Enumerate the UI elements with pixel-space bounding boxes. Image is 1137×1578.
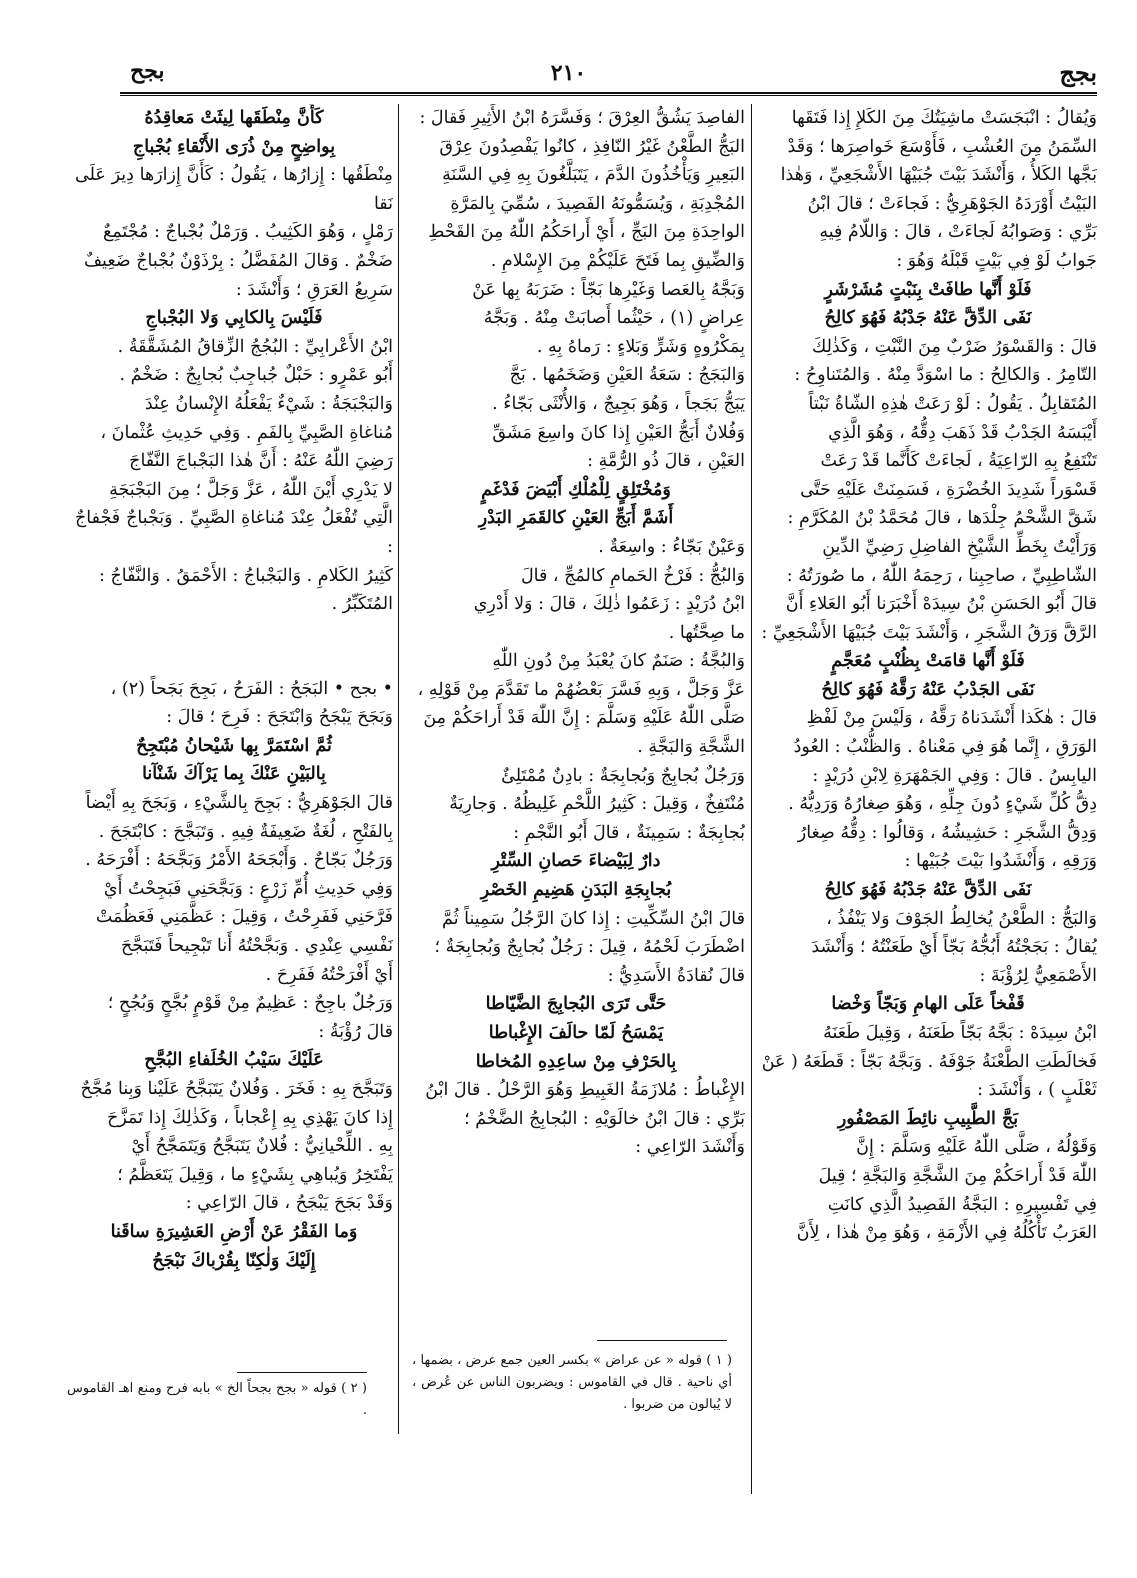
text-line: أَبُو عَمْرٍو : حَبْلٌ جُباجِبٌ بُجابِجٌ : ضَخْمٌ .: [119, 365, 393, 386]
text-line: وَالبُجُّ : فَرْخُ الحَمامِ كالمُجِّ ، قالَ: [520, 565, 745, 586]
text-line: الأَصْمَعِيُّ لِرُؤْبَةَ :: [979, 965, 1097, 986]
verse-line: نَفَى الجَدْبُ عَنْهُ رَقَّهُ فَهُوَ كالِحُ: [821, 679, 1035, 700]
text-line: وَرَقِهِ ، وَأَنْشَدُوا بَيْتَ جُبَيْها :: [904, 851, 1097, 872]
text-line: سَرِيعُ العَرَقِ ؛ وَأَنْشَدَ :: [235, 279, 393, 300]
text-line: بَجَّها الكَلأُ ، وَأَنْشَدَ بَيْتَ جُبَيْهَا الأَشْجَعِيِّ ، وَهٰذا: [780, 165, 1097, 186]
text-line: فِي تَفْسِيرِهِ : البَجَّةُ الفَصِيدُ الَّذِي كانَتِ: [827, 1194, 1097, 1215]
header-left-word: بجح: [130, 58, 165, 84]
text-line: يُقالُ : بَجَجْتُهُ أَبُجُّهُ بَجّاً أَيْ طَعَنْتُهُ ؛ وَأَنْشَدَ: [811, 937, 1097, 958]
text-line: وَرَأَيْتُ بِخَطِّ الشَّيْخِ الفاضِلِ رَضِيِّ الدِّينِ: [822, 536, 1097, 557]
verse-line: دارٌ لِبَيْضاءَ حَصانِ السِّتْرِ: [491, 851, 661, 872]
text-line: المُتَقابِلُ . يَقُولُ : لَوْ رَعَتْ هٰذِهِ الشّاةُ نَبْتاً: [808, 393, 1097, 414]
text-line: وَيُقالُ : انْبَجَسَتْ ماشِيَتُكَ مِنَ الكَلإِ إِذا فَتَقَها: [791, 108, 1097, 128]
text-line: وَتَبَجَّحَ بِهِ : فَخَرَ . وَفُلانٌ يَتَبَجَّحُ عَلَيْنا وَبِنا مُجَّحٌ: [80, 1079, 393, 1099]
text-line: العَيْنِ ، قالَ ذُو الرُّمَّةِ :: [587, 451, 745, 472]
entry-gap: [75, 635, 393, 659]
text-line: الواحِدَةِ مِنَ البَجِّ ، أَيْ أَراحَكُمُ اللّٰهُ مِنَ القَحْطِ: [428, 222, 745, 243]
text-line: المُجْدِبَةِ ، وَيُسَمُّونَهُ الفَصِيدَ ، سُمِّيَ بِالمَرَّةِ: [450, 193, 745, 214]
verse-line: فَلَيْسَ بِالكابِي وَلا البُجْباجِ: [145, 308, 323, 329]
verse-line: إِلَيْكَ وَلٰكِنّا بِقُرْباكَ نَبْجَحُ: [152, 1250, 316, 1271]
text-line: وَقَدْ بَجَحَ يَبْجَحُ ، قالَ الرّاعِي :: [185, 1193, 393, 1214]
text-line: وَرَجُلٌ بَجّاحٌ . وَأَبْجَحَهُ الأَمْرُ وَبَجَّحَهُ : أَفْرَحَهُ .: [85, 850, 393, 871]
text-line: • بجح • البَجَحُ : الفَرَحُ ، بَجِحَ بَجَحاً (٢) ،: [110, 678, 393, 699]
text-line: قالَ : وَالقَسْوَرُ ضَرْبٌ مِنَ النَّبْتِ ، وَكَذٰلِكَ: [811, 336, 1097, 357]
text-line: أَيْبَسَهُ الجَدْبُ قَدْ ذَهَبَ دِقُّهُ ، وَهُوَ الَّذِي: [828, 422, 1097, 443]
text-line: بُجابِجَةٌ : سَمِينَةٌ ، قالَ أَبُو النَّجْمِ :: [513, 822, 745, 843]
text-line: ابْنُ الأَعْرابِيِّ : البُجُجُ الزِّقاقُ المُشَقَّقَةُ .: [117, 336, 393, 357]
text-line: قالَ أَبُو الحَسَنِ بْنُ سِيدَهْ أَخْبَرَنا أَبُو العَلاءِ أَنَّ: [785, 594, 1097, 615]
text-line: جَوابُ لَوْ فِي بَيْتٍ قَبْلَهُ وَهُوَ :: [896, 250, 1097, 271]
text-line: وَرَجُلٌ بُجابِجٌ وَبُجابِجَةٌ : بادِنٌ مُمْتَلِئٌ: [501, 765, 745, 786]
text-line: وَعَيْنٌ بَجّاءُ : واسِعَةٌ .: [598, 536, 745, 557]
text-line: شَقَّ الشَّحْمُ جِلْدَها ، قالَ مُحَمَّدُ بْنُ المُكَرَّمِ :: [787, 508, 1097, 529]
text-line: يَفْتَخِرُ وَيُباهِي بِشَيْءٍ ما ، وَقِيلَ يَتَعَظَّمُ ؛: [117, 1164, 393, 1185]
text-line: وَبَجَحَ يَبْجَحُ وَابْتَجَحَ : فَرِحَ ؛ قالَ :: [166, 707, 393, 728]
text-line: عَزَّ وَجَلَّ ، وَبِهِ فَسَّرَ بَعْضُهُمْ ما تَقَدَّمَ مِنْ قَوْلِهِ ،: [417, 679, 745, 700]
verse-line: ثُمَّ اسْتَمَرَّ بِها شَيْحانُ مُبْتَجِحٌ: [136, 735, 332, 756]
text-line: فَخالَطَتِ الطَّعْنَةُ جَوْفَهُ . وَبَجَّهُ بَجّاً : قَطَعَهُ ( عَنْ: [761, 1051, 1097, 1072]
text-line: وَالضِّيقِ بِما فَتَحَ عَلَيْكُمْ مِنَ الإِسْلامِ .: [490, 250, 745, 271]
text-line: الشَّجَّةِ وَالبَجَّةِ .: [637, 737, 745, 758]
text-line: نَفْسِي عِنْدِي . وَبَجَّحْتُهُ أَنا تَبْجِيحاً فَتَبَجَّحَ: [121, 936, 393, 957]
text-line: وَدِقُّ الشَّجَرِ : حَشِيشُهُ ، وَقالُوا : دِقُّهُ صِغارُ: [797, 822, 1097, 843]
verse-line: وَمُخْتَلِقٍ لِلْمُلْكِ أَبْيَضَ فَدْغَمٍ: [481, 479, 671, 500]
column-divider-right: [751, 104, 752, 1494]
text-line: مُنْتَفِخٌ ، وَقِيلَ : كَثِيرُ اللَّحْمِ غَلِيظُهُ . وَجارِيَةٌ: [449, 794, 745, 815]
text-line: أَيْ أَفْرَحْتُهُ فَفَرِحَ .: [265, 964, 393, 985]
text-line: ابْنُ دُرَيْدٍ : زَعَمُوا ذٰلِكَ ، قالَ : وَلا أَدْرِي: [473, 594, 745, 615]
text-line: الفاصِدَ يَشُقُّ العِرْقَ ؛ وَفَسَّرَهُ ابْنُ الأَثِيرِ فَقالَ :: [419, 108, 745, 128]
text-line: قالَ رُؤْبَةُ :: [318, 1021, 393, 1042]
text-line: البَيْتُ أَوْرَدَهُ الجَوْهَرِيُّ : فَجاءَتْ ؛ قالَ ابْنُ: [807, 193, 1097, 214]
text-line: بِمَكْرُوهٍ وَشَرٍّ وَبَلاءٍ : رَماهُ بِهِ .: [536, 336, 745, 357]
verse-line: قَفْخاً عَلَى الهامِ وَبَجّاً وَخْضا: [831, 994, 1025, 1015]
text-line: وَالبَجُّ : الطَّعْنُ يُخالِطُ الجَوْفَ وَلا يَنْفُذُ ،: [826, 908, 1097, 929]
footnote-rule-left: [237, 1372, 367, 1373]
verse-line: بِالحَرْفِ مِنْ ساعِدِهِ المُخاطا: [475, 1051, 677, 1072]
verse-line: بُجابِجَةِ البَدَنِ هَضِيمِ الخَصْرِ: [480, 880, 672, 901]
verse-line: بَجَّ الطَّبِيبِ نائِطَ المَصْفُورِ: [837, 1108, 1019, 1129]
text-line: الرَّقَّ وَرَقُ الشَّجَرِ ، وَأَنْشَدَ بَيْتَ جُبَيْهَا الأَشْجَعِيِّ :: [761, 622, 1097, 643]
footnote-rule-center: [597, 1340, 727, 1341]
text-line: كَثِيرُ الكَلامِ . وَالبَجْباجُ : الأَحْمَقُ . وَالنَّفّاجُ :: [98, 565, 393, 586]
text-line: البَجُّ الطَّعْنُ غَيْرُ النّافِذِ ، كانُوا يَفْصِدُونَ عِرْقَ: [439, 136, 745, 157]
text-line: الَّتِي تُفْعَلُ عِنْدَ مُناغاةِ الصَّبِيِّ . وَبَجْباجٌ فَجْفاجٌ :: [75, 508, 393, 557]
verse-line: بِالبَيْنِ عَنْكَ بِما يَرْآكَ شَنْآنا: [142, 764, 326, 785]
text-line: التّامِرُ . وَالكالِحُ : ما اسْوَدَّ مِنْهُ . وَالمُتَناوِحُ :: [794, 365, 1097, 386]
verse-line: أَشَمَّ أَبَجِّ العَيْنِ كالقَمَرِ البَدْرِ: [478, 508, 674, 529]
text-line: وَرَجُلٌ باجِحٌ : عَظِيمٌ مِنْ قَوْمٍ بُجَّحٍ وَبُجُحٍ ؛: [107, 993, 393, 1014]
text-line: رَضِيَ اللّٰهُ عَنْهُ : أَنَّ هٰذا البَجْباجَ النَّفّاجَ: [129, 451, 393, 472]
text-line: وَالبَجَجُ : سَعَةُ العَيْنِ وَضَخَمُها . بَجَّ: [509, 365, 745, 386]
text-line: العَرَبُ تَأْكُلُهُ فِي الأَزْمَةِ ، وَهُوَ مِنْ هٰذا ، لِأَنَّ: [796, 1223, 1097, 1244]
verse-line: فَلَوْ أَنَّها قامَتْ بِظُنْبٍ مُعَجَّمٍ: [831, 651, 1025, 672]
footnote-center: ( ١ ) قوله « عن عراض » بكسر العين جمع عرض ، بضمها ، أي ناحية . قال في القاموس : ويضربون الناس عن عُرض ، لا يُبالون من ضربوا .: [412, 1353, 732, 1412]
text-line: وَالبُجَّةُ : صَنَمٌ كانَ يُعْبَدُ مِنْ دُونِ اللّٰهِ: [492, 651, 745, 672]
text-line: عِراضٍ (١) ، حَيْثُما أَصابَتْ مِنْهُ . وَبَجَّهُ: [483, 308, 745, 329]
text-line: ضَخْمٌ . وَقالَ المُفَضَّلُ : بِرْذَوْنٌ بُجْباجٌ ضَعِيفٌ: [83, 250, 393, 271]
header-rule-thin: [120, 95, 1097, 96]
text-line: البَعِيرِ وَيَأْخُذُونَ الدَّمَ ، يَتَبَلَّغُونَ بِهِ فِي السَّنَةِ: [442, 165, 745, 186]
text-line: مِنْطَقُها : إِزارُها ، يَقُولُ : كَأَنَّ إِزارَها دِيرَ عَلَى نَقا: [75, 165, 393, 214]
text-line: وَقَوْلُهُ ، صَلَّى اللّٰهُ عَلَيْهِ وَسَلَّمَ : إِنَّ: [856, 1137, 1097, 1158]
text-line: قالَ : هٰكَذا أَنْشَدَناهُ رَقَّهُ ، وَلَيْسَ مِنْ لَفْظِ: [806, 708, 1097, 729]
text-line: اللّٰهَ قَدْ أَراحَكُمْ مِنَ الشَّجَّةِ وَالبَجَّةِ ؛ قِيلَ: [818, 1165, 1097, 1186]
footnote-left: ( ٢ ) قوله « بجح بجحاً الخ » بابه فرح ومنع اهـ القاموس .: [67, 1381, 367, 1418]
text-line: بِهِ . اللِّحْيانِيُّ : فُلانٌ يَتَبَجَّحُ وَيَتَمَجَّحُ أَيْ: [131, 1136, 393, 1157]
verse-line: نَفَى الدِّقَّ عَنْهُ جَدْبُهُ فَهُوَ كالِحُ: [824, 880, 1032, 901]
text-line: اليابِسُ . قالَ : وَفِي الجَمْهَرَةِ لِابْنِ دُرَيْدٍ :: [812, 765, 1097, 786]
text-line: بَرِّي : وَصَوابُهُ لَجاءَتْ ، قالَ : وَاللّامُ فِيهِ: [819, 222, 1097, 243]
center-column: [407, 104, 745, 1444]
text-line: دِقُّ كُلِّ شَيْءٍ دُونَ جِلِّهِ ، وَهُوَ صِغارُهُ وَرَدِيُّهُ .: [788, 794, 1097, 815]
text-line: تَنْتَفِعُ بِهِ الرّاعِيَةُ ، لَجاءَتْ كَأَنَّما قَدْ رَعَتْ: [820, 451, 1097, 472]
text-line: يَبَجُّ بَجَجاً ، وَهُوَ بَجِيجٌ ، وَالأُنْثَى بَجّاءُ .: [492, 393, 745, 414]
text-line: إِذا كانَ يَهْذِي بِهِ إِعْجاباً ، وَكَذٰلِكَ إِذا تَمَزَّحَ: [107, 1107, 393, 1128]
text-line: قالَ نُقادَةُ الأَسَدِيُّ :: [607, 965, 745, 986]
text-line: وَفُلانٌ أَبَجُّ العَيْنِ إِذا كانَ واسِعَ مَشَقِّ: [492, 422, 745, 443]
page-number: ٢١٠: [550, 60, 587, 86]
verse-line: حَتَّى تَرَى البُجابِجَ الضَّيّاطا: [485, 994, 667, 1015]
right-column: [759, 104, 1097, 1444]
header-rule: [120, 92, 1097, 94]
text-line: قَسْوَراً شَدِيدَ الخُضْرَةِ ، فَسَمِنَتْ عَلَيْهِ حَتَّى: [800, 479, 1097, 500]
header-right-word: بجج: [1059, 58, 1097, 87]
left-column: [75, 104, 393, 1444]
text-line: وَبَجَّهُ بِالعَصا وَغَيْرِها بَجّاً : ضَرَبَهُ بِها عَنْ: [472, 279, 745, 300]
verse-line: فَلَوْ أَنَّها طافَتْ بِنَبْتٍ مُشَرْشَرٍ: [824, 279, 1032, 300]
text-line: ابْنُ سِيدَهْ : بَجَّهُ بَجّاً طَعَنَهُ ، وَقِيلَ طَعَنَهُ: [823, 1023, 1097, 1043]
text-line: الشّاطِبِيِّ ، صاحِبِنا ، رَحِمَهُ اللّٰهُ ، ما صُورَتُهُ :: [786, 565, 1097, 586]
column-divider-left: [398, 104, 399, 1434]
text-line: وَالبَجْبَجَةُ : شَيْءٌ يَفْعَلُهُ الإِنْسانُ عِنْدَ: [144, 393, 393, 414]
text-line: مُناغاةِ الصَّبِيِّ بِالفَمِ . وَفِي حَدِيثِ عُثْمانَ ،: [100, 422, 393, 443]
text-line: بَرِّي : قالَ ابْنُ خالَوَيْهِ : البُجابِجُ الضَّخْمُ ؛: [464, 1108, 745, 1129]
text-line: الوَرَقِ ، إِنَّما هُوَ فِي مَعْناهُ . وَالظُّنْبُ : العُودُ: [793, 737, 1097, 758]
verse-line: نَفَى الدِّقَّ عَنْهُ جَدْبُهُ فَهُوَ كالِحُ: [824, 308, 1032, 329]
text-line: السِّمَنُ مِنَ العُشْبِ ، فَأَوْسَعَ خَواصِرَها ؛ وَقَدْ: [787, 136, 1097, 157]
text-line: بِالفَتْحِ ، لُغَةٌ ضَعِيفَةٌ فِيهِ . وَتَبَجَّحَ : كابْتَجَحَ .: [98, 821, 393, 842]
text-line: ما صِحَّتُها .: [668, 622, 745, 643]
verse-line: بِواضِحٍ مِنْ ذُرَى الأَنْقاءِ بُجْباجِ: [132, 136, 336, 157]
text-line: فَرَّحَنِي فَفَرِحْتُ ، وَقِيلَ : عَظَّمَنِي فَعَظُمَتْ: [95, 907, 393, 928]
text-line: لا يَدْرِي أَيْنَ اللّٰهُ ، عَزَّ وَجَلَّ ؛ مِنَ البَجْبَجَةِ: [109, 479, 393, 500]
text-line: ثَعْلَبٍ ) ، وَأَنْشَدَ :: [977, 1080, 1097, 1101]
text-line: قالَ ابْنُ السِّكِّيتِ : إِذا كانَ الرَّجُلُ سَمِيناً ثُمَّ: [442, 908, 745, 929]
text-line: وَأَنْشَدَ الرّاعِي :: [635, 1137, 745, 1158]
verse-line: يَمْسَحُ لَمّا حالَفَ الإِغْباطا: [488, 1023, 664, 1043]
text-line: صَلَّى اللّٰهُ عَلَيْهِ وَسَلَّمَ : إِنَّ اللّٰهَ قَدْ أَراحَكُمْ مِنَ: [423, 708, 745, 729]
text-line: قالَ الجَوْهَرِيُّ : بَجِحَ بِالشَّيْءِ ، وَبَجَحَ بِهِ أَيْضاً: [85, 793, 393, 814]
text-line: وَفِي حَدِيثِ أُمِّ زَرْعٍ : وَبَجَّحَنِي فَبَجِحْتُ أَيْ: [103, 878, 393, 899]
text-line: رَمْلٍ ، وَهُوَ الكَثِيبُ . وَرَمْلٌ بُجْباجٌ : مُجْتَمِعٌ: [103, 222, 393, 243]
verse-line: عَلَيْكَ سَيْبُ الخُلَفاءِ البُجَّحِ: [144, 1050, 324, 1071]
verse-line: كَأَنَّ مِنْطَقَها لِيثَتْ مَعاقِدُهُ: [144, 108, 324, 128]
text-line: الإِغْباطُ : مُلازَمَةُ الغَبِيطِ وَهُوَ الرَّحْلُ . قالَ ابْنُ: [425, 1080, 745, 1101]
text-line: اضْطَرَبَ لَحْمُهُ ، قِيلَ : رَجُلٌ بُجابِجٌ وَبُجابِجَةٌ ؛: [434, 937, 745, 958]
verse-line: وَما الفَقْرُ عَنْ أَرْضِ العَشِيرَةِ ساقَنا: [110, 1221, 358, 1242]
text-line: المُتَكَبِّرُ .: [331, 594, 393, 615]
